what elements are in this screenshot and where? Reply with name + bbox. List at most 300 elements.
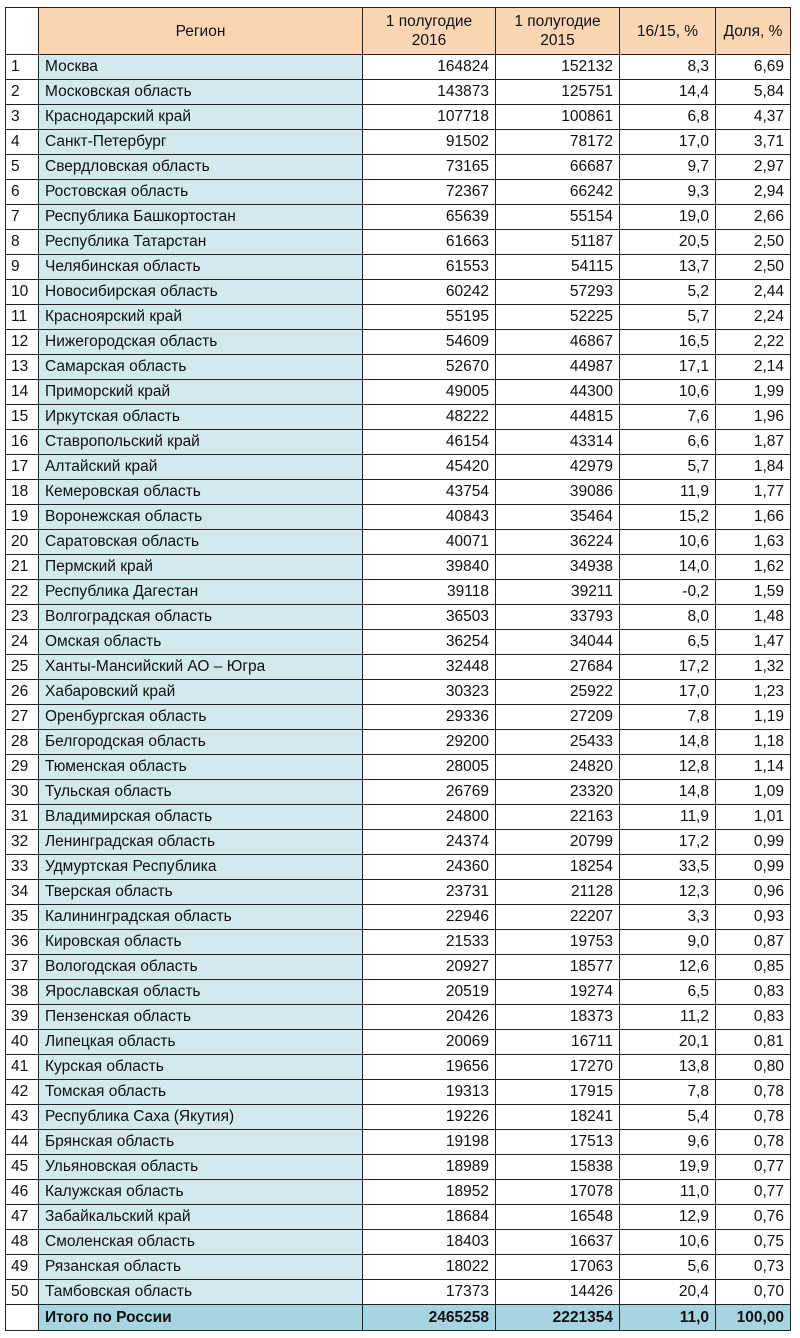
table-row [6,430,791,455]
value-2016: 46154 [363,430,496,455]
change-percent: 19,9 [620,1155,716,1180]
share-percent: 0,99 [716,855,791,880]
value-2015: 16548 [496,1205,620,1230]
change-percent: 15,2 [620,505,716,530]
value-2015: 39086 [496,480,620,505]
value-2016: 29200 [363,730,496,755]
row-number: 24 [6,630,39,655]
region-name: Новосибирская область [39,280,363,305]
table-row [6,1205,791,1230]
change-percent: 20,5 [620,230,716,255]
change-percent: 13,7 [620,255,716,280]
share-percent: 1,59 [716,580,791,605]
region-name: Ростовская область [39,180,363,205]
value-2016: 20519 [363,980,496,1005]
value-2015: 17078 [496,1180,620,1205]
table-row [6,155,791,180]
header-share: Доля, % [716,8,791,55]
value-2016: 52670 [363,355,496,380]
row-number: 28 [6,730,39,755]
share-percent: 2,50 [716,230,791,255]
change-percent: 19,0 [620,205,716,230]
change-percent: -0,2 [620,580,716,605]
value-2015: 78172 [496,130,620,155]
row-number: 49 [6,1255,39,1280]
value-2016: 91502 [363,130,496,155]
change-percent: 17,2 [620,830,716,855]
row-number: 5 [6,155,39,180]
region-name: Оренбургская область [39,705,363,730]
row-number: 14 [6,380,39,405]
share-percent: 0,78 [716,1080,791,1105]
value-2015: 18241 [496,1105,620,1130]
value-2015: 100861 [496,105,620,130]
value-2015: 42979 [496,455,620,480]
value-2015: 25922 [496,680,620,705]
change-percent: 12,3 [620,880,716,905]
value-2016: 49005 [363,380,496,405]
share-percent: 0,75 [716,1230,791,1255]
share-percent: 2,94 [716,180,791,205]
value-2016: 45420 [363,455,496,480]
table-row [6,105,791,130]
change-percent: 14,8 [620,780,716,805]
table-row [6,1180,791,1205]
value-2016: 19656 [363,1055,496,1080]
share-percent: 1,66 [716,505,791,530]
value-2015: 35464 [496,505,620,530]
region-name: Омская область [39,630,363,655]
value-2016: 18022 [363,1255,496,1280]
value-2015: 16711 [496,1030,620,1055]
table-row [6,580,791,605]
value-2015: 17513 [496,1130,620,1155]
value-2015: 57293 [496,280,620,305]
share-percent: 0,99 [716,830,791,855]
row-number: 4 [6,130,39,155]
value-2016: 24360 [363,855,496,880]
table-row [6,1280,791,1305]
share-percent: 0,78 [716,1130,791,1155]
value-2016: 48222 [363,405,496,430]
value-2016: 28005 [363,755,496,780]
value-2016: 18989 [363,1155,496,1180]
table-row [6,380,791,405]
change-percent: 3,3 [620,905,716,930]
table-body [6,55,791,1305]
share-percent: 2,50 [716,255,791,280]
table-row [6,55,791,80]
total-row [6,1305,791,1331]
change-percent: 7,8 [620,705,716,730]
table-row [6,405,791,430]
share-percent: 1,63 [716,530,791,555]
table-row [6,230,791,255]
value-2015: 43314 [496,430,620,455]
value-2015: 152132 [496,55,620,80]
region-name: Москва [39,55,363,80]
table-row [6,880,791,905]
value-2015: 24820 [496,755,620,780]
region-name: Калининградская область [39,905,363,930]
change-percent: 14,4 [620,80,716,105]
value-2016: 73165 [363,155,496,180]
table-row [6,1255,791,1280]
change-percent: 5,4 [620,1105,716,1130]
row-number: 12 [6,330,39,355]
value-2016: 61553 [363,255,496,280]
region-name: Республика Саха (Якутия) [39,1105,363,1130]
region-name: Республика Башкортостан [39,205,363,230]
table-row [6,605,791,630]
change-percent: 11,9 [620,480,716,505]
total-change: 11,0 [620,1305,716,1331]
change-percent: 12,9 [620,1205,716,1230]
change-percent: 11,0 [620,1180,716,1205]
share-percent: 0,78 [716,1105,791,1130]
value-2015: 66242 [496,180,620,205]
table-row [6,255,791,280]
value-2016: 18684 [363,1205,496,1230]
region-name: Пензенская область [39,1005,363,1030]
table-row [6,930,791,955]
share-percent: 5,84 [716,80,791,105]
value-2016: 20426 [363,1005,496,1030]
value-2015: 34938 [496,555,620,580]
value-2016: 19198 [363,1130,496,1155]
change-percent: 6,5 [620,980,716,1005]
region-name: Волгоградская область [39,605,363,630]
change-percent: 14,0 [620,555,716,580]
region-name: Смоленская область [39,1230,363,1255]
value-2016: 20069 [363,1030,496,1055]
value-2016: 24800 [363,805,496,830]
row-number: 50 [6,1280,39,1305]
value-2015: 17063 [496,1255,620,1280]
value-2016: 23731 [363,880,496,905]
region-name: Ярославская область [39,980,363,1005]
value-2015: 21128 [496,880,620,905]
change-percent: 6,6 [620,430,716,455]
share-percent: 4,37 [716,105,791,130]
value-2016: 60242 [363,280,496,305]
change-percent: 13,8 [620,1055,716,1080]
table-row [6,1230,791,1255]
row-number: 3 [6,105,39,130]
region-name: Кировская область [39,930,363,955]
region-name: Ленинградская область [39,830,363,855]
share-percent: 1,96 [716,405,791,430]
value-2015: 125751 [496,80,620,105]
change-percent: 5,7 [620,305,716,330]
row-number: 18 [6,480,39,505]
value-2015: 18577 [496,955,620,980]
table-row [6,830,791,855]
value-2016: 17373 [363,1280,496,1305]
row-number: 9 [6,255,39,280]
table-row [6,680,791,705]
region-name: Хабаровский край [39,680,363,705]
row-number: 38 [6,980,39,1005]
table-row [6,980,791,1005]
row-number: 32 [6,830,39,855]
region-name: Тульская область [39,780,363,805]
region-name: Ульяновская область [39,1155,363,1180]
share-percent: 1,23 [716,680,791,705]
value-2015: 19753 [496,930,620,955]
share-percent: 1,48 [716,605,791,630]
value-2016: 24374 [363,830,496,855]
total-2016: 2465258 [363,1305,496,1331]
share-percent: 1,18 [716,730,791,755]
header-change: 16/15, % [620,8,716,55]
value-2015: 27209 [496,705,620,730]
value-2016: 40071 [363,530,496,555]
change-percent: 9,3 [620,180,716,205]
value-2015: 44987 [496,355,620,380]
value-2015: 25433 [496,730,620,755]
row-number: 35 [6,905,39,930]
value-2015: 15838 [496,1155,620,1180]
row-number: 22 [6,580,39,605]
change-percent: 8,3 [620,55,716,80]
total-share: 100,00 [716,1305,791,1331]
change-percent: 17,0 [620,680,716,705]
row-number: 1 [6,55,39,80]
value-2015: 55154 [496,205,620,230]
value-2016: 143873 [363,80,496,105]
row-number: 47 [6,1205,39,1230]
table-row [6,505,791,530]
change-percent: 9,7 [620,155,716,180]
value-2015: 27684 [496,655,620,680]
table-row [6,1055,791,1080]
region-name: Забайкальский край [39,1205,363,1230]
table-row [6,555,791,580]
row-number: 31 [6,805,39,830]
row-number: 2 [6,80,39,105]
share-percent: 0,93 [716,905,791,930]
header-row [6,8,791,55]
row-number: 39 [6,1005,39,1030]
share-percent: 1,77 [716,480,791,505]
share-percent: 1,01 [716,805,791,830]
value-2016: 39118 [363,580,496,605]
table-row [6,205,791,230]
share-percent: 3,71 [716,130,791,155]
region-name: Белгородская область [39,730,363,755]
value-2015: 52225 [496,305,620,330]
row-number: 26 [6,680,39,705]
value-2015: 23320 [496,780,620,805]
share-percent: 1,14 [716,755,791,780]
table-row [6,455,791,480]
change-percent: 17,2 [620,655,716,680]
table-row [6,530,791,555]
change-percent: 9,0 [620,930,716,955]
region-name: Ханты-Мансийский АО – Югра [39,655,363,680]
region-name: Республика Татарстан [39,230,363,255]
region-name: Краснодарский край [39,105,363,130]
row-number: 27 [6,705,39,730]
row-number: 34 [6,880,39,905]
share-percent: 1,09 [716,780,791,805]
change-percent: 9,6 [620,1130,716,1155]
value-2015: 16637 [496,1230,620,1255]
header-number [6,8,39,55]
row-number: 45 [6,1155,39,1180]
row-number: 30 [6,780,39,805]
change-percent: 17,0 [620,130,716,155]
region-name: Республика Дагестан [39,580,363,605]
row-number: 29 [6,755,39,780]
value-2016: 72367 [363,180,496,205]
value-2016: 29336 [363,705,496,730]
share-percent: 2,44 [716,280,791,305]
change-percent: 8,0 [620,605,716,630]
region-name: Иркутская область [39,405,363,430]
value-2015: 44815 [496,405,620,430]
row-number: 44 [6,1130,39,1155]
table-row [6,755,791,780]
change-percent: 10,6 [620,1230,716,1255]
region-name: Алтайский край [39,455,363,480]
value-2015: 17270 [496,1055,620,1080]
region-name: Курская область [39,1055,363,1080]
share-percent: 1,87 [716,430,791,455]
value-2016: 22946 [363,905,496,930]
table-row [6,855,791,880]
table-row [6,330,791,355]
row-number: 33 [6,855,39,880]
value-2015: 18254 [496,855,620,880]
table-row [6,1030,791,1055]
value-2016: 19313 [363,1080,496,1105]
table-row [6,280,791,305]
share-percent: 0,96 [716,880,791,905]
value-2016: 30323 [363,680,496,705]
value-2016: 26769 [363,780,496,805]
change-percent: 10,6 [620,530,716,555]
share-percent: 1,84 [716,455,791,480]
row-number: 41 [6,1055,39,1080]
value-2016: 18952 [363,1180,496,1205]
region-name: Саратовская область [39,530,363,555]
value-2016: 36254 [363,630,496,655]
row-number: 19 [6,505,39,530]
table-row [6,180,791,205]
table-row [6,730,791,755]
region-name: Челябинская область [39,255,363,280]
table-row [6,130,791,155]
value-2016: 39840 [363,555,496,580]
value-2016: 40843 [363,505,496,530]
value-2015: 20799 [496,830,620,855]
region-name: Московская область [39,80,363,105]
row-number: 17 [6,455,39,480]
table-row [6,1080,791,1105]
share-percent: 2,97 [716,155,791,180]
row-number: 42 [6,1080,39,1105]
value-2016: 65639 [363,205,496,230]
share-percent: 0,77 [716,1155,791,1180]
table-row [6,705,791,730]
value-2016: 32448 [363,655,496,680]
value-2015: 39211 [496,580,620,605]
row-number: 20 [6,530,39,555]
share-percent: 0,87 [716,930,791,955]
row-number: 11 [6,305,39,330]
table-row [6,780,791,805]
region-name: Тверская область [39,880,363,905]
change-percent: 5,7 [620,455,716,480]
table-row [6,355,791,380]
change-percent: 12,8 [620,755,716,780]
share-percent: 0,85 [716,955,791,980]
value-2015: 66687 [496,155,620,180]
row-number: 25 [6,655,39,680]
value-2015: 34044 [496,630,620,655]
table-row [6,1130,791,1155]
header-2015: 1 полугодие 2015 [496,8,620,55]
change-percent: 33,5 [620,855,716,880]
header-region: Регион [39,8,363,55]
table-row [6,630,791,655]
region-name: Ставропольский край [39,430,363,455]
row-number: 7 [6,205,39,230]
table-row [6,1005,791,1030]
region-name: Томская область [39,1080,363,1105]
value-2016: 55195 [363,305,496,330]
change-percent: 16,5 [620,330,716,355]
share-percent: 0,76 [716,1205,791,1230]
region-name: Липецкая область [39,1030,363,1055]
row-number: 23 [6,605,39,630]
region-name: Тюменская область [39,755,363,780]
row-number: 6 [6,180,39,205]
share-percent: 2,22 [716,330,791,355]
row-number: 40 [6,1030,39,1055]
row-number: 43 [6,1105,39,1130]
share-percent: 2,24 [716,305,791,330]
region-name: Пермский край [39,555,363,580]
region-name: Воронежская область [39,505,363,530]
share-percent: 1,62 [716,555,791,580]
change-percent: 10,6 [620,380,716,405]
share-percent: 1,32 [716,655,791,680]
row-number: 15 [6,405,39,430]
value-2015: 22163 [496,805,620,830]
share-percent: 0,83 [716,980,791,1005]
value-2016: 21533 [363,930,496,955]
row-number: 48 [6,1230,39,1255]
total-number [6,1305,39,1331]
total-label: Итого по России [39,1305,363,1331]
value-2015: 46867 [496,330,620,355]
region-name: Рязанская область [39,1255,363,1280]
row-number: 36 [6,930,39,955]
change-percent: 7,8 [620,1080,716,1105]
region-name: Красноярский край [39,305,363,330]
value-2016: 107718 [363,105,496,130]
value-2016: 18403 [363,1230,496,1255]
table-row [6,1105,791,1130]
value-2016: 43754 [363,480,496,505]
change-percent: 11,9 [620,805,716,830]
region-name: Владимирская область [39,805,363,830]
change-percent: 7,6 [620,405,716,430]
share-percent: 0,83 [716,1005,791,1030]
